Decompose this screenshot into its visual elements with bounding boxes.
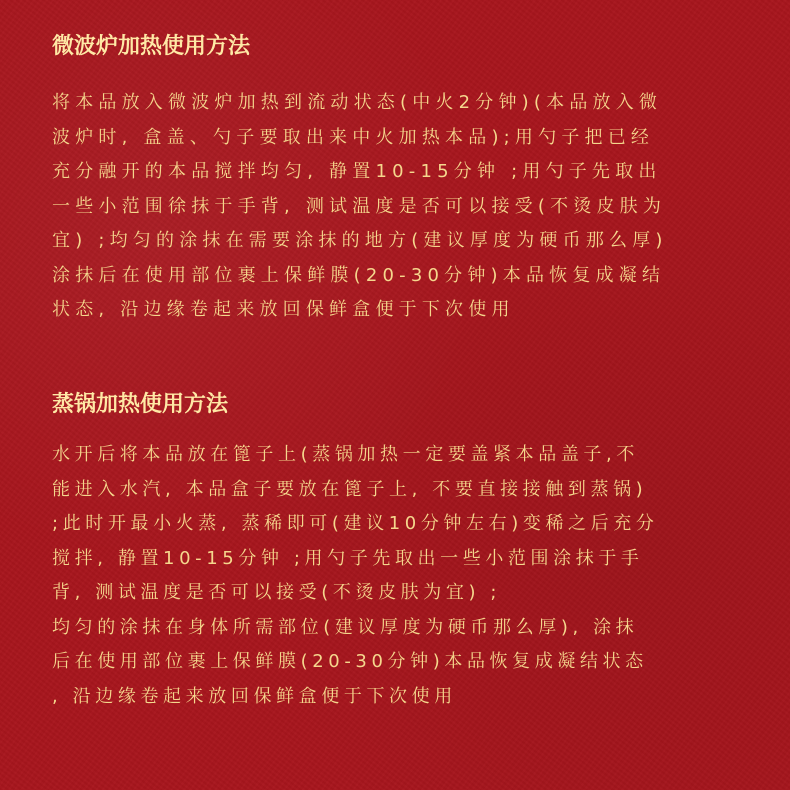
instruction-line: , 沿边缘卷起来放回保鲜盒便于下次使用 — [52, 685, 457, 707]
instruction-line: 能进入水汽, 本品盒子要放在篦子上, 不要直接接触到蒸锅) — [52, 478, 648, 500]
instruction-line: ;此时开最小火蒸, 蒸稀即可(建议10分钟左右)变稀之后充分 — [52, 513, 659, 534]
steamer-section — [52, 388, 762, 714]
instruction-line: 水开后将本品放在篦子上(蒸锅加热一定要盖紧本品盖子,不 — [52, 444, 639, 465]
microwave-instructions — [52, 86, 762, 328]
instruction-line: 搅拌, 静置10-15分钟 ;用勺子先取出一些小范围涂抹于手 — [52, 547, 644, 569]
microwave-section — [52, 30, 762, 328]
instruction-line: 状态, 沿边缘卷起来放回保鲜盒便于下次使用 — [52, 299, 515, 320]
instruction-line: 充分融开的本品搅拌均匀, 静置10-15分钟 ;用勺子先取出 — [52, 161, 662, 182]
steamer-instructions — [52, 438, 762, 714]
instruction-line: 涂抹后在使用部位裹上保鲜膜(20-30分钟)本品恢复成凝结 — [52, 264, 666, 286]
instruction-line: 将本品放入微波炉加热到流动状态(中火2分钟)(本品放入微 — [52, 92, 663, 113]
instruction-line: 一些小范围徐抹于手背, 测试温度是否可以接受(不烫皮肤为 — [52, 195, 667, 217]
instruction-line: 均匀的涂抹在身体所需部位(建议厚度为硬币那么厚), 涂抹 — [52, 616, 639, 638]
instruction-line: 宜) ;均匀的涂抹在需要涂抹的地方(建议厚度为硬币那么厚) — [52, 230, 668, 251]
microwave-heading: 微波炉加热使用方法 — [52, 34, 251, 59]
steamer-heading: 蒸锅加热使用方法 — [52, 392, 229, 417]
instruction-line: 波炉时, 盒盖、勺子要取出来中火加热本品);用勺子把已经 — [52, 126, 655, 148]
instruction-line: 背, 测试温度是否可以接受(不烫皮肤为宜) ; — [52, 582, 502, 603]
instruction-line: 后在使用部位裹上保鲜膜(20-30分钟)本品恢复成凝结状态 — [52, 651, 648, 672]
